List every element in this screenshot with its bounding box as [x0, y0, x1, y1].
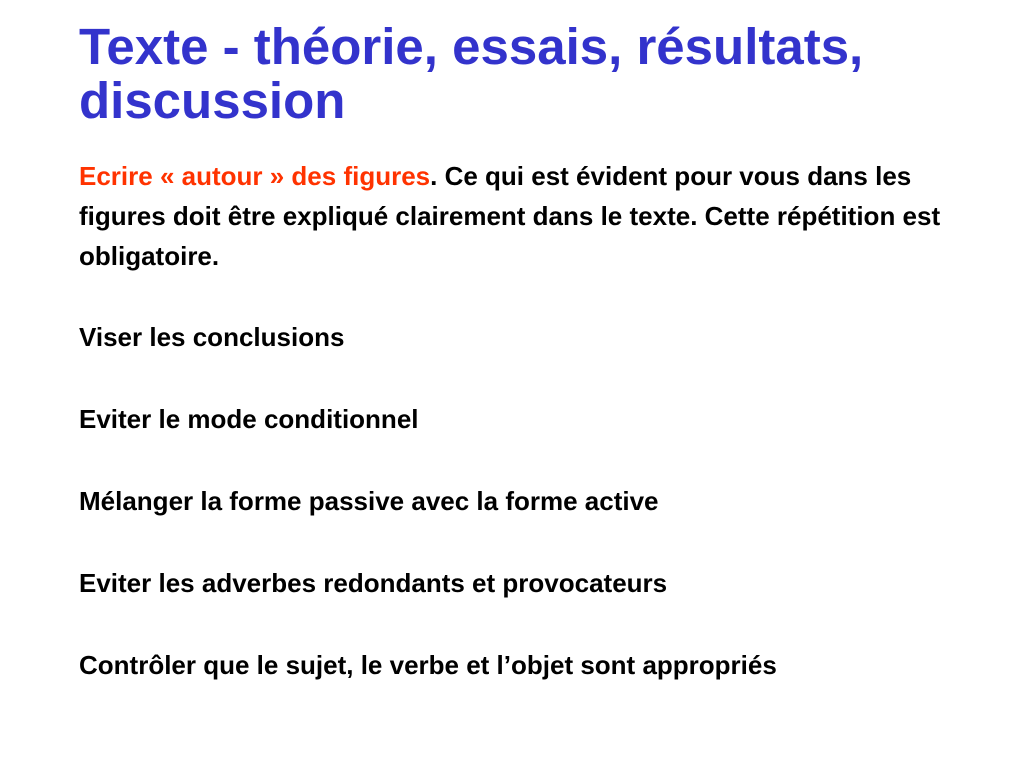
slide-title: Texte - théorie, essais, résultats, discussion: [79, 18, 864, 129]
lead-highlight: Ecrire « autour » des figures: [79, 161, 431, 191]
point-passive-active: Mélanger la forme passive avec la forme active: [79, 486, 659, 516]
lead-text: . Ce qui est évident pour vous dans les figures doit être expliqué clairement dans le texte. Cette répétition est obligatoire.: [79, 161, 941, 271]
lead-paragraph: [79, 156, 994, 276]
point-subject-verb-object: Contrôler que le sujet, le verbe et l’objet sont appropriés: [79, 650, 777, 680]
point-adverbs: Eviter les adverbes redondants et provocateurs: [79, 568, 668, 598]
point-conclusions: Viser les conclusions: [79, 322, 345, 352]
point-conditional-mode: Eviter le mode conditionnel: [79, 404, 419, 434]
